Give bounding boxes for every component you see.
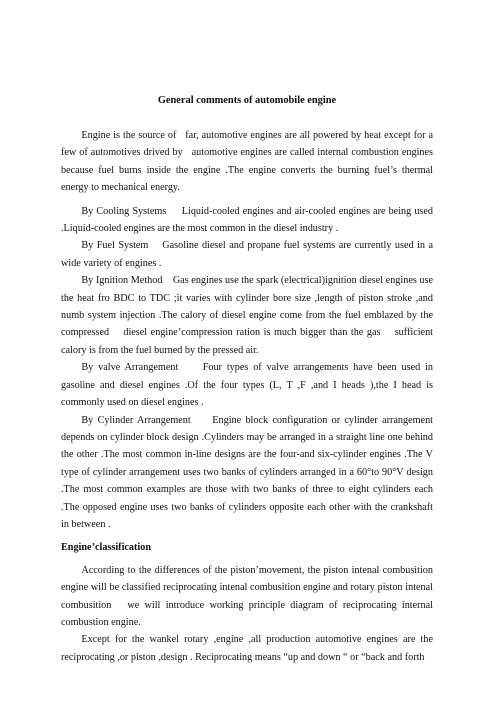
document-page <box>61 92 436 666</box>
paragraph-fuel-system: By Fuel System Gasoline diesel and propane fuel systems are currently used in a wide variety of engines . <box>61 240 436 269</box>
document-title: General comments of automobile engine <box>157 95 337 106</box>
paragraph-ignition-method: By Ignition Method Gas engines use the spark (electrical)ignition diesel engines use the heat fro BDC to TDC ;it varies with cylinder bore size ,length of piston stroke ,and numb system injection .The calory of diesel engine come from the fuel emblazed by the compressed diesel engine’compression ration is much bigger than the gas sufficient calory is from the fuel burned by the pressed air. <box>61 275 436 356</box>
paragraph-engine-source: Engine is the source of far, automotive engines are all powered by heat except for a few of automotives drived by automotive engines are called internal combustion engines because fuel burns inside the engine .The engine converts the burning fuel’s thermal energy to mechanical energy. <box>61 130 436 194</box>
section-heading-classification: Engine’classification <box>61 542 151 554</box>
paragraph-cooling-systems: By Cooling Systems Liquid-cooled engines and air-cooled engines are being used .Liquid-cooled engines are the most common in the diesel industry . <box>61 205 436 235</box>
paragraph-reciprocating-design: Except for the wankel rotary ,engine ,all production automotive engines are the reciprocating ,or piston ,design . Reciprocating means “up and down “ or “back and forth <box>61 634 436 663</box>
paragraph-valve-arrangement: By valve Arrangement Four types of valve arrangements have been used in gasoline and diesel engines .Of the four types (L, T ,F ,and I heads ),the I head is commonly used on diesel engines . <box>61 362 436 409</box>
paragraph-piston-classification: According to the differences of the piston’movement, the piston intenal combusition engine will be classified reciprocating intenal combusition engine and rotary piston intenal combusition we will introduce working principle diagram of reciprocating internal combustion engine. <box>61 564 436 628</box>
paragraph-cylinder-arrangement: By Cylinder Arrangement Engine block configuration or cylinder arrangement depends on cylinder block design .Cylinders may be arranged in a straight line one behind the other .The most common in-line designs are the four-and six-cylinder engines .The V type of cylinder arrangement uses two banks of cylinders arranged in a 60°to 90°V design .The most common examples are those with two banks of three to eight cylinders each .The opposed engine uses two banks of cylinders opposite each other with the crankshaft in between . <box>61 414 436 530</box>
